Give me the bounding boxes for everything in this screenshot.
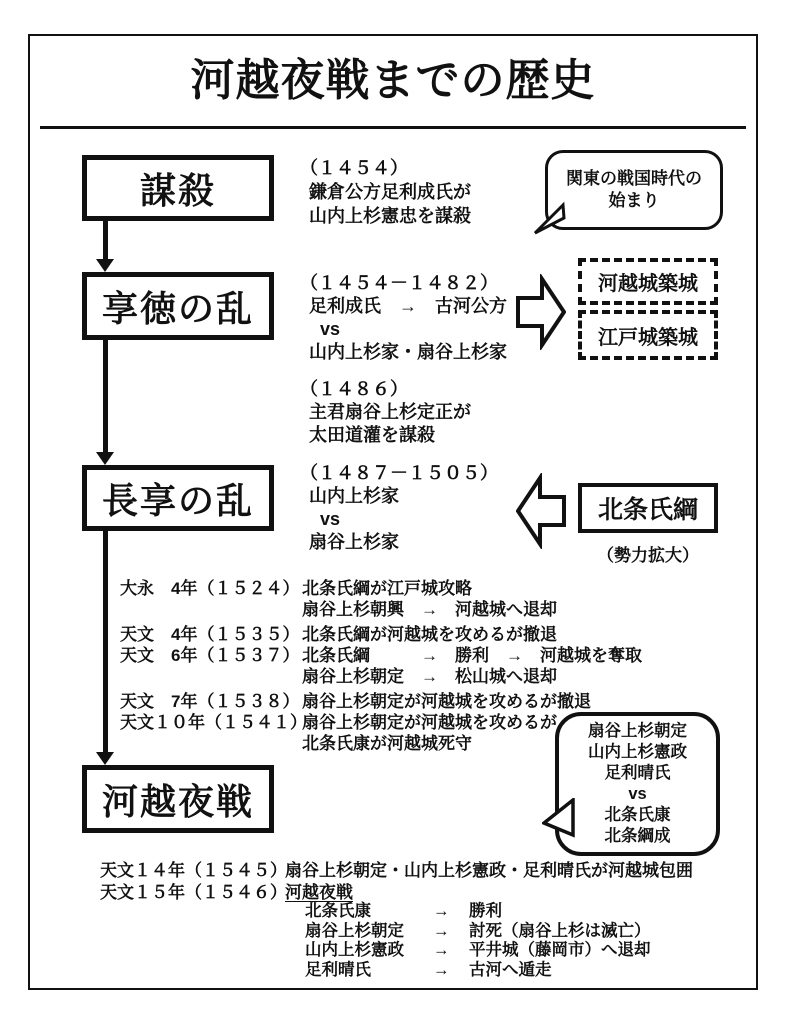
callout-line: 足利晴氏 [604,764,671,782]
timeline-text: 北条氏康が河越城死守 [302,734,472,753]
outer-frame [28,34,758,990]
flow-box-chokyo [82,465,274,531]
timeline-era [120,733,302,754]
timeline-row [120,599,642,620]
note-line: 鎌倉公方足利成氏が [309,182,471,202]
result-arrow-icon: → [433,941,450,959]
note-year: （１４８７－１５０５） [300,463,498,483]
castle-box-edo [578,310,718,360]
result-name: 足利晴氏 [305,960,371,979]
result-text: 古河へ遁走 [469,960,552,979]
finale-era: 天文１４年（１５４５） [100,861,287,880]
timeline-era [120,666,302,687]
arrow-shaft [103,531,108,753]
hojo-name: 北条氏綱 [597,496,698,524]
note-line: 山内上杉家 [309,486,399,506]
callout-line: 山内上杉憲政 [588,743,687,761]
arrow-head [96,452,114,465]
result-name: 山内上杉憲政 [305,941,404,959]
result-arrow-icon: → [433,902,450,920]
result-text: 討死（扇谷上杉は滅亡） [469,921,651,940]
vs-label: vs [320,319,341,339]
block-arrow-left-icon [516,473,566,554]
timeline-era: 天文 7年（１５３８） [120,692,300,711]
page-title: 河越夜戦までの歴史 [190,56,596,105]
callout-battle-sides [555,712,720,856]
flow-box-kyotoku [82,272,274,340]
arrow-shaft [103,221,108,260]
callout-line: 北条綱成 [604,827,671,845]
note-chokyo [300,462,498,554]
result-row [305,902,651,922]
timeline-text: 扇谷上杉朝興 → 河越城へ退却 [302,600,557,619]
hojo-ujitsuna-box [578,483,718,533]
callout-line: 北条氏康 [604,806,671,824]
note-line: 主君扇谷上杉定正が [309,402,471,422]
timeline-era: 天文 4年（１５３５） [120,625,300,644]
result-row [305,961,651,981]
vs-label: vs [628,785,647,803]
flow-box-assassination [82,155,274,221]
arrow-head [96,259,114,272]
result-row [305,941,651,961]
timeline-era: 大永 4年（１５２４） [120,579,300,598]
timeline-row [120,624,642,645]
note-year: （１４８６） [300,379,408,399]
timeline-era [120,599,302,620]
note-line: 扇谷上杉家 [309,532,399,552]
timeline-text: 北条氏綱が江戸城攻略 [302,579,472,598]
finale-battle-name: 河越夜戦 [285,883,353,902]
flow-box-label: 河越夜戦 [101,780,254,822]
block-arrow-right-icon [516,274,566,355]
flow-box-kawagoe [82,765,274,833]
note-line: 山内上杉家・扇谷上杉家 [309,342,507,362]
timeline-era: 天文 6年（１５３７） [120,646,300,665]
result-text: 勝利 [469,902,502,920]
timeline-text: 扇谷上杉朝定 → 松山城へ退却 [302,667,557,686]
flow-box-label: 謀殺 [139,169,216,211]
bubble-tail-icon [542,798,578,838]
note-line: 太田道灌を謀殺 [309,425,435,445]
flow-box-label: 享徳の乱 [101,287,254,329]
flow-arrow-down-icon [96,531,114,765]
castle-box-kawagoe [578,258,718,305]
callout-line: 扇谷上杉朝定 [588,722,687,740]
result-name: 北条氏康 [305,902,371,920]
note-kyotoku [300,272,507,364]
timeline-era: 天文１０年（１５４１） [120,713,307,732]
result-arrow-icon: → [433,960,450,979]
note-year: （１４５４） [300,158,408,178]
arrow-shaft [103,340,108,453]
arrow-head [96,752,114,765]
bubble-tail-icon [533,201,569,237]
result-arrow-icon: → [433,921,450,940]
finale-siege-row [100,860,693,881]
timeline-text: 扇谷上杉朝定が河越城を攻めるが撤退 [302,692,591,711]
note-1486 [300,378,471,447]
result-row [305,922,651,942]
timeline-text: 扇谷上杉朝定が河越城を攻めるが [302,713,557,732]
callout-sengoku-start [545,150,723,230]
timeline-row [120,691,642,712]
finale-battle-row [100,882,353,903]
timeline-row [120,578,642,599]
castle-label: 河越城築城 [598,273,698,295]
timeline-text: 北条氏綱が河越城を攻めるが撤退 [302,625,557,644]
castle-label: 江戸城築城 [598,326,698,349]
timeline-row [120,645,642,666]
note-line: 山内上杉憲忠を謀殺 [309,206,471,226]
note-year: （１４５４－１４８２） [300,273,498,293]
vs-label: vs [320,509,341,529]
note-line: 足利成氏 → 古河公方 [309,296,507,316]
callout-line: 関東の戦国時代の [566,169,702,188]
battle-results-list [305,902,651,980]
timeline-row [120,666,642,687]
callout-line: 始まり [608,191,660,210]
finale-era: 天文１５年（１５４６） [100,883,287,902]
flow-arrow-down-icon [96,340,114,465]
result-name: 扇谷上杉朝定 [305,921,404,940]
result-text: 平井城（藤岡市）へ退却 [469,941,651,959]
finale-text: 扇谷上杉朝定・山内上杉憲政・足利晴氏が河越城包囲 [285,861,693,880]
hojo-note: （勢力拡大） [597,546,699,565]
timeline-text: 北条氏綱 → 勝利 → 河越城を奪取 [302,646,642,665]
flow-arrow-down-icon [96,221,114,272]
note-assassination [300,156,471,228]
flow-box-label: 長享の乱 [101,479,254,521]
title-divider [40,126,746,129]
